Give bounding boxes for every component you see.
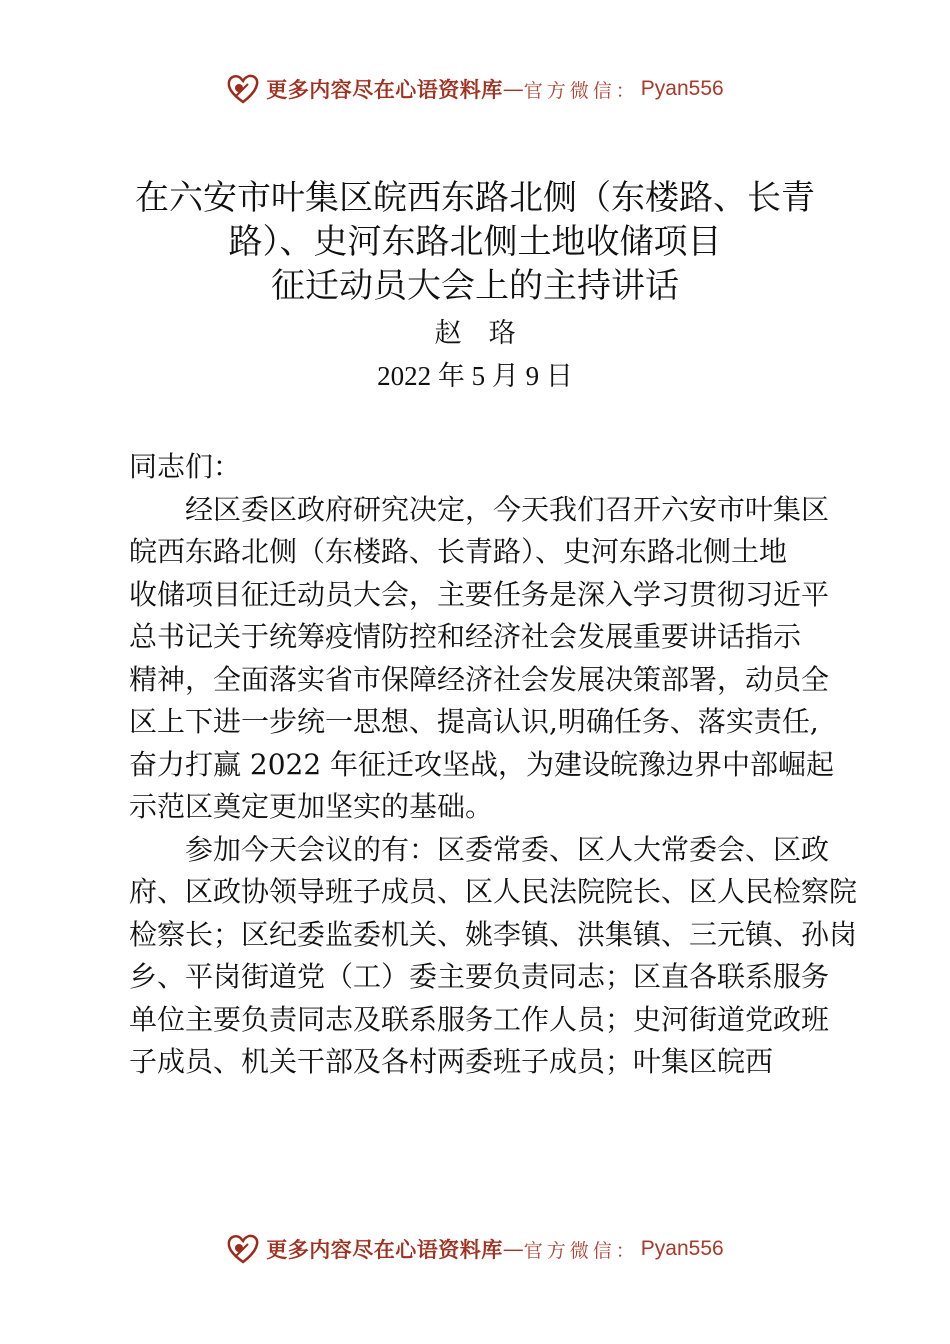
title-line: 在六安市叶集区皖西东路北侧（东楼路、长青 bbox=[135, 178, 815, 218]
title-line: 征迁动员大会上的主持讲话 bbox=[271, 266, 679, 306]
speech-date: 2022 年 5 月 9 日 bbox=[377, 361, 573, 391]
body-line: 检察长；区纪委监委机关、姚李镇、洪集镇、三元镇、孙岗 bbox=[129, 917, 858, 951]
body-line: 子成员、机关干部及各村两委班子成员；叶集区皖西 bbox=[129, 1045, 774, 1078]
body-line: 示范区奠定更加坚实的基础。 bbox=[129, 790, 494, 823]
body-line: 单位主要负责同志及联系服务工作人员；史河街道党政班 bbox=[129, 1002, 830, 1036]
header-watermark-banner bbox=[0, 72, 950, 106]
salutation: 同志们： bbox=[129, 450, 242, 483]
body-line: 府、区政协领导班子成员、区人民法院院长、区人民检察院 bbox=[129, 875, 858, 908]
body-line: 总书记关于统筹疫情防控和经济社会发展重要讲话指示 bbox=[129, 620, 802, 653]
banner-main-text: 更多内容尽在心语资料库 bbox=[266, 1237, 503, 1262]
document-body bbox=[129, 446, 858, 1084]
heart-logo-icon bbox=[226, 1232, 260, 1266]
heart-logo-icon bbox=[226, 72, 260, 106]
document-title bbox=[0, 176, 950, 308]
body-line: 奋力打赢 2022 年征迁攻坚战，为建设皖豫边界中部崛起 bbox=[129, 747, 835, 781]
body-line: 参加今天会议的有：区委常委、区人大常委会、区政 bbox=[185, 832, 830, 866]
footer-watermark-banner bbox=[0, 1232, 950, 1266]
banner-main-text: 更多内容尽在心语资料库 bbox=[266, 77, 503, 102]
banner-label: 官方微信： bbox=[523, 79, 639, 102]
body-line: 乡、平岗街道党（工）委主要负责同志；区直各联系服务 bbox=[129, 960, 830, 993]
author-name: 赵 珞 bbox=[434, 318, 516, 349]
banner-dash: — bbox=[502, 1237, 524, 1261]
banner-wechat-id: Pyan556 bbox=[640, 1237, 724, 1260]
title-line: 路）、史河东路北侧土地收储项目 bbox=[228, 222, 722, 262]
banner-wechat-id: Pyan556 bbox=[640, 77, 724, 100]
banner-label: 官方微信： bbox=[523, 1239, 639, 1262]
body-line: 皖西东路北侧（东楼路、长青路）、史河东路北侧土地 bbox=[129, 535, 788, 568]
body-line: 精神，全面落实省市保障经济社会发展决策部署，动员全 bbox=[129, 662, 830, 696]
body-line: 经区委区政府研究决定，今天我们召开六安市叶集区 bbox=[185, 492, 830, 526]
banner-dash: — bbox=[502, 77, 524, 101]
body-line: 区上下进一步统一思想、提高认识,明确任务、落实责任, bbox=[129, 705, 819, 738]
body-line: 收储项目征迁动员大会，主要任务是深入学习贯彻习近平 bbox=[129, 577, 830, 611]
